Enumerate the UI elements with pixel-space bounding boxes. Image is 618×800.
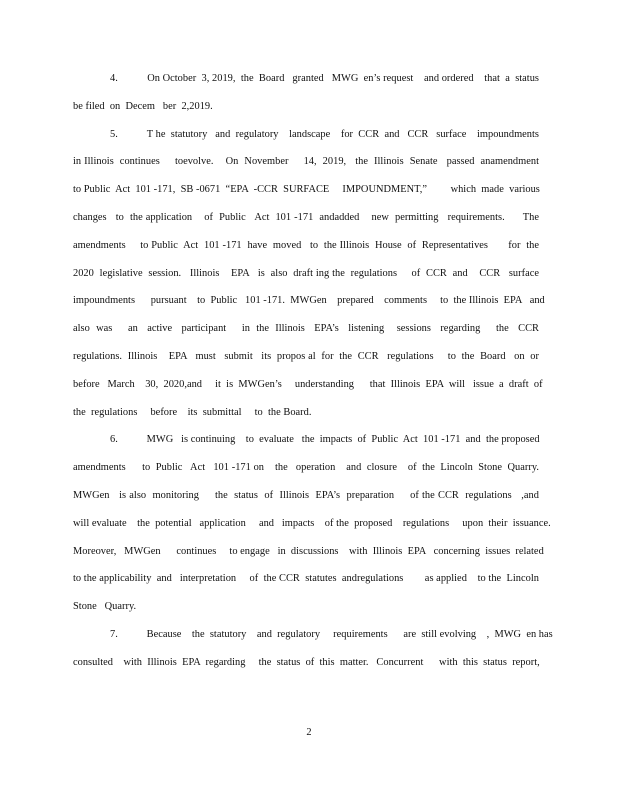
paragraph-6-line-1: 6. MWG is continuing to evaluate the impacts of Public Act 101 -171 and the proposed [110,434,540,446]
paragraph-5-line-6: 2020 legislative session. Illinois EPA is also draft ing the regulations of CCR and CCR surface [73,267,539,279]
paragraph-5-line-3: to Public Act 101 -171, SB -0671 “EPA -CCR SURFACE IMPOUNDMENT,” which made various [73,184,540,196]
paragraph-number: 5. [110,128,118,140]
paragraph-6-line-6: to the applicability and interpretation of the CCR statutes andregulations as applied to the Lincoln [73,573,539,585]
paragraph-5-line-4: changes to the application of Public Act 101 -171 andadded new permitting requirements. The [73,211,539,223]
paragraph-5-line-10: before March 30, 2020,and it is MWGen’s understanding that Illinois EPA will issue a draft of [73,378,543,390]
paragraph-7-line-2: consulted with Illinois EPA regarding the status of this matter. Concurrent with this status report, [73,656,540,668]
body-text [73,70,553,682]
paragraph-4-line-1: 4. On October 3, 2019, the Board granted MWG en’s request and ordered that a status [110,73,539,84]
paragraph-6-line-2: amendments to Public Act 101 -171 on the operation and closure of the Lincoln Stone Quarry. [73,462,539,474]
paragraph-5-line-2: in Illinois continues toevolve. On November 14, 2019, the Illinois Senate passed anamendment [73,156,539,168]
paragraph-7-line-1: 7. Because the statutory and regulatory requirements are still evolving , MWG en has [110,628,553,640]
paragraph-6-line-7: Stone Quarry. [73,601,137,613]
paragraph-number: 6. [110,434,118,446]
paragraph-5-line-5: amendments to Public Act 101 -171 have moved to the Illinois House of Representatives for the [73,239,539,251]
paragraph-5-line-9: regulations. Illinois EPA must submit its propos al for the CCR regulations to the Board on or [73,350,539,362]
paragraph-number: 7. [110,628,118,640]
paragraph-4-line-2: be filed on Decem ber 2,2019. [73,100,213,112]
paragraph-6-line-4: will evaluate the potential application and impacts of the proposed regulations upon their issuance. [73,517,551,529]
paragraph-5-line-1: 5. T he statutory and regulatory landscape for CCR and CCR surface impoundments [110,128,539,140]
page-number: 2 [306,727,312,738]
paragraph-6-line-3: MWGen is also monitoring the status of Illinois EPA’s preparation of the CCR regulations ,and [73,489,539,501]
paragraph-5-line-11: the regulations before its submittal to the Board. [73,406,312,418]
paragraph-5-line-7: impoundments pursuant to Public 101 -171. MWGen prepared comments to the Illinois EPA and [73,295,545,307]
paragraph-number: 4. [110,73,118,84]
paragraph-5-line-8: also was an active participant in the Illinois EPA’s listening sessions regarding the CCR [73,323,539,335]
paragraph-6-line-5: Moreover, MWGen continues to engage in discussions with Illinois EPA concerning issues related [73,545,544,557]
